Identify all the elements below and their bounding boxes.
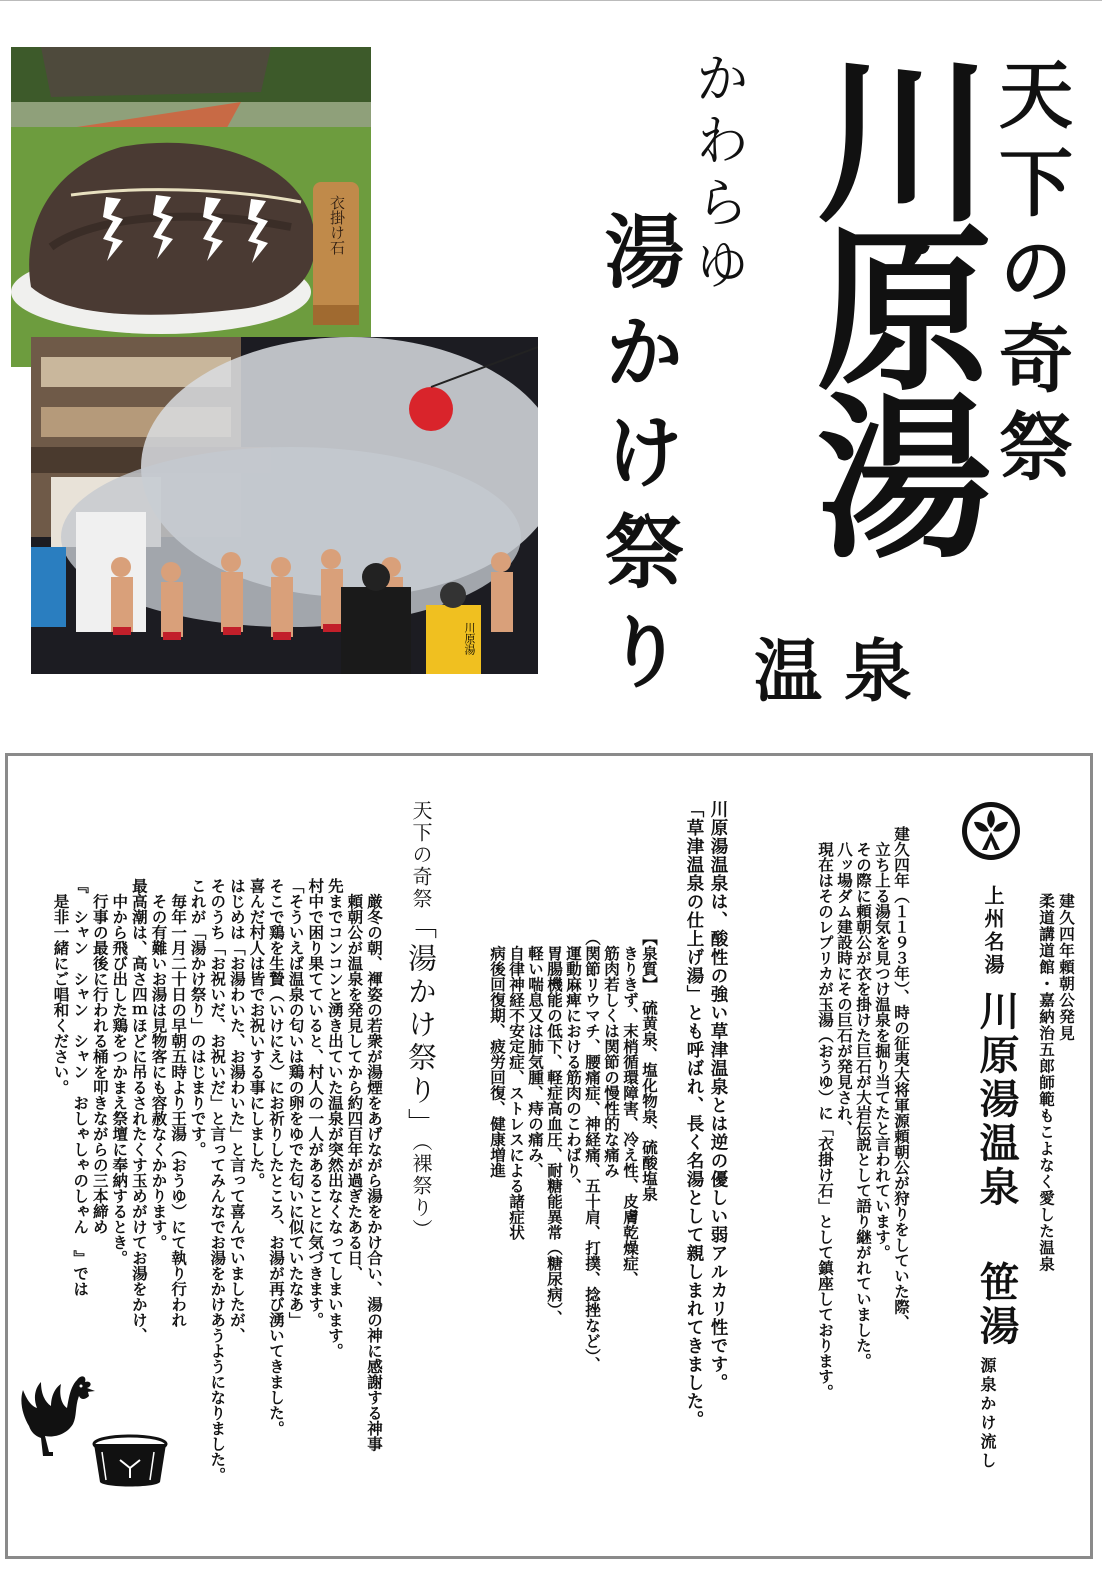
festival-suffix: （裸祭り） bbox=[409, 1141, 433, 1241]
spring-line: 「草津温泉の仕上げ湯」とも呼ばれ、長く名湯として親しまれてきました。 bbox=[684, 800, 704, 1429]
story-line: これが「湯かけ祭り」のはじまりです。 bbox=[188, 878, 208, 1157]
title-kawarayu bbox=[737, 50, 992, 554]
spring-description bbox=[682, 800, 730, 1429]
story-line: 行事の最後に行われる桶を叩きながらの三本締め bbox=[90, 878, 110, 1235]
story-line: 頼朝公が温泉を発見してから約四百年が過ぎたある日、 bbox=[345, 878, 365, 1281]
spring-quality-block bbox=[488, 930, 659, 1372]
quality-line: 軽い喘息又は肺気腫、痔の痛み、 bbox=[526, 930, 545, 1178]
history-block bbox=[816, 826, 911, 1400]
joshu-meito-label: 上州名湯 bbox=[981, 885, 1005, 977]
title-kawarayu-kanji: 川原湯 bbox=[787, 50, 992, 554]
quality-line: （関節リウマチ、腰痛症、神経痛、五十肩、打撲、捻挫など）、 bbox=[583, 930, 602, 1372]
quality-line: きりきず、末梢循環障害、冷え性、皮膚乾燥症、 bbox=[621, 930, 640, 1287]
story-line: はじめは「お湯わいた、お湯わいた」と言って喜んでいましたが、 bbox=[227, 878, 247, 1343]
quality-line: 運動麻痺における筋肉のこわばり、 bbox=[564, 930, 583, 1194]
history-line: 建久四年（１１９３年）、時の征夷大将軍源頼朝公が狩りをしていた際、 bbox=[892, 826, 911, 1330]
title-tenka-no-kisai: 天下の奇祭 bbox=[987, 56, 1073, 496]
history-line: 八ッ場ダム建設時にその巨石が発見され、 bbox=[835, 826, 854, 1136]
festival-heading bbox=[401, 800, 442, 1241]
story-line: 厳冬の朝、褌姿の若衆が湯煙をあげながら湯をかけ合い、湯の神に感謝する神事 bbox=[365, 878, 384, 1452]
kakeishi-rock-photo bbox=[11, 47, 371, 367]
story-line: そのうち「お祝いだ、お祝いだ」と言ってみんなでお湯をかけあうようになりました。 bbox=[208, 878, 228, 1483]
subtitle-line-2: 柔道講道館・嘉納治五郎師範もこよなく愛した温泉 bbox=[1037, 893, 1056, 1273]
yuoke-bucket-icon bbox=[90, 1434, 170, 1489]
story-line: 先までコンコンと湧き出ていた温泉が突然出なくなってしまいます。 bbox=[325, 878, 345, 1359]
quality-line: 病後回復期、疲労回復、健康増進 bbox=[488, 930, 507, 1178]
spring-line: 川原湯温泉は、酸性の強い草津温泉とは逆の優しい弱アルカリ性です。 bbox=[708, 800, 728, 1392]
gensen-kakenagashi: 源泉かけ流し bbox=[978, 1357, 997, 1471]
story-line: 村中で困り果てていると、村人の一人があることに気づきます。 bbox=[306, 878, 326, 1328]
yukake-festival-photo bbox=[31, 337, 538, 674]
rock-sign-label: 衣掛け石 bbox=[328, 195, 344, 255]
story-line: その有難いお湯は見物客にも容赦なくかかります。 bbox=[149, 878, 169, 1250]
subtitle-line-1: 建久四年頼朝公発見 bbox=[1057, 893, 1076, 1042]
quality-line: 自律神経不安定症、ストレスによる諸症状 bbox=[507, 930, 526, 1240]
story-line: 是非一緒にご唱和ください。 bbox=[51, 878, 71, 1095]
story-line: 『 シャン シャン シャン おしゃしゃのしゃん 』では bbox=[71, 878, 91, 1297]
sasarindo-crest-icon bbox=[960, 800, 1022, 862]
story-line: そこで鶏を生贄（いけにえ）にお祈りしたところ、お湯が再び湧いてきました。 bbox=[267, 878, 287, 1436]
quality-line: 【泉質】 硫黄泉、塩化物泉、硫酸塩泉 bbox=[640, 930, 659, 1202]
title-yukake-matsuri: 湯かけ祭り bbox=[591, 210, 684, 710]
quality-line: 筋肉若しくは関節の慢性的な痛み bbox=[602, 930, 621, 1178]
top-rule bbox=[0, 0, 1102, 1]
title-onsen: 温泉 bbox=[754, 633, 935, 712]
quality-line: 胃腸機能の低下、軽症高血圧、耐糖能異常（糖尿病）、 bbox=[545, 930, 564, 1326]
history-line: 現在はそのレプリカが玉湯（おうゆ）に「衣掛け石」として鎮座しております。 bbox=[816, 826, 835, 1400]
festival-name: 「湯かけ祭り」 bbox=[404, 910, 438, 1141]
title-kawarayu-kana: かわらゆ bbox=[687, 50, 750, 298]
history-line: その際に頼朝公が衣を掛けた巨石が大岩伝説として語り継がれていました。 bbox=[854, 826, 873, 1369]
story-line: 毎年一月二十日の早朝五時より王湯（おうゆ）にて執り行われ bbox=[169, 878, 189, 1328]
history-line: 立ち上る湯気を見つけ温泉を掘り当てたと言われています。 bbox=[873, 826, 892, 1260]
story-line: 「そういえば温泉の匂いは鶏の卵をゆでた匂いに似ていたなあ」 bbox=[286, 878, 306, 1328]
rooster-icon bbox=[15, 1372, 100, 1467]
story-line: 中から飛び出した鶏をつかまえ祭壇に奉納するとき。 bbox=[110, 878, 130, 1266]
onsen-main-name: 川原湯温泉 笹湯 bbox=[973, 990, 1020, 1349]
festival-prefix: 天下の奇祭 bbox=[409, 800, 433, 910]
story-line: 最高潮は、高さ四ｍほどに吊るされたくす玉めがけてお湯をかけ、 bbox=[129, 878, 149, 1343]
story-line: 喜んだ村人は皆でお祝いする事にしました。 bbox=[247, 878, 267, 1188]
happi-text: 川原湯 bbox=[463, 622, 475, 655]
